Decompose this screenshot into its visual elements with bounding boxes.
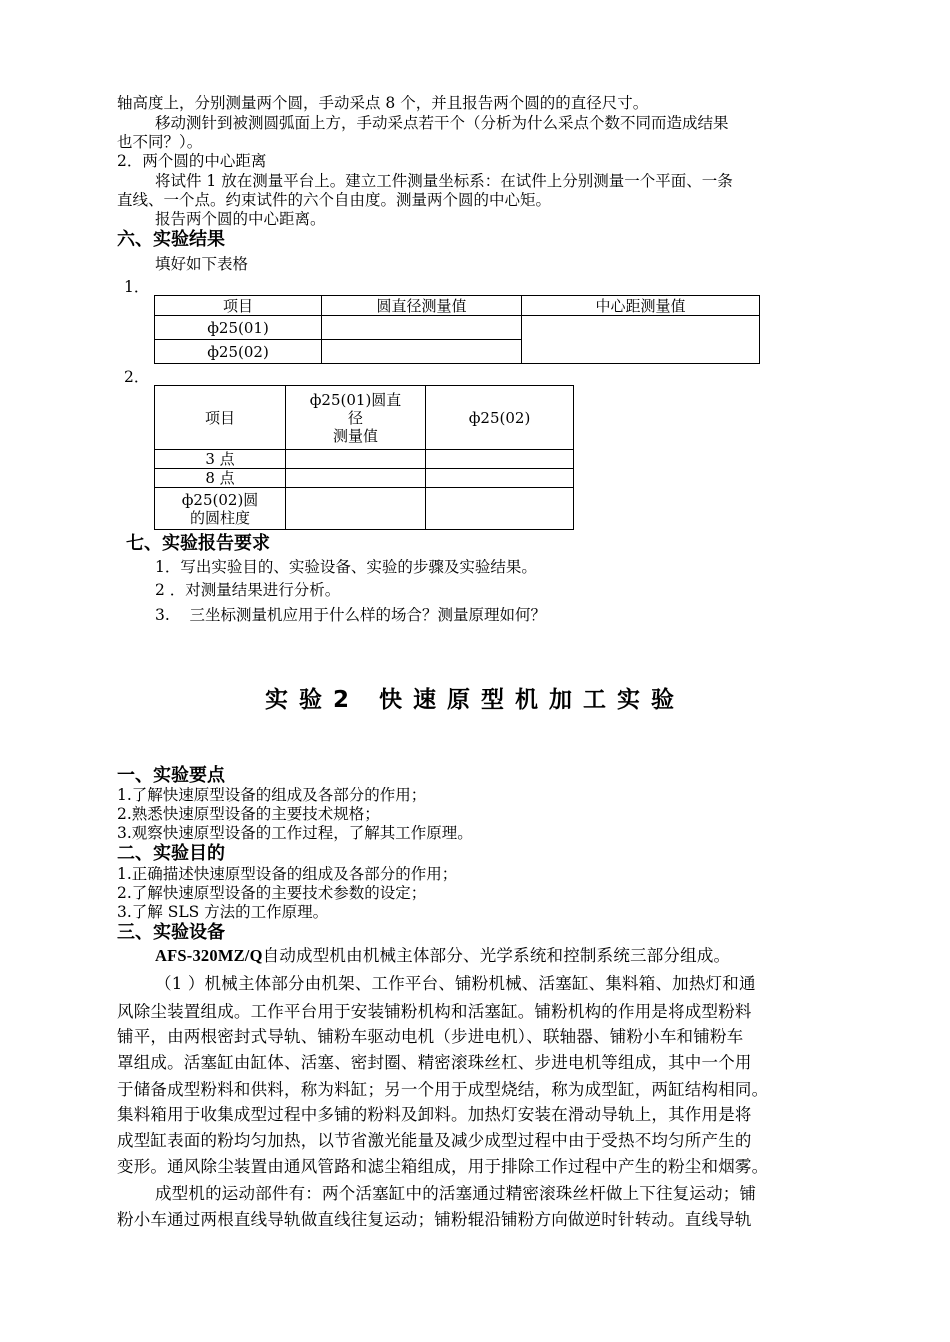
list-item: 1.了解快速原型设备的组成及各部分的作用； [117,786,427,804]
table-cell[interactable] [322,316,522,340]
list-item: 1．写出实验目的、实验设备、实验的步骤及实验结果。 [155,558,537,576]
results-table-1 [154,295,760,364]
page-title: 实验2 快速原型机加工实验 [264,687,685,713]
list-item: 3.观察快速原型设备的工作过程，了解其工作原理。 [117,824,473,842]
table-cell[interactable] [286,450,426,469]
results-table-2 [154,385,574,530]
section-heading: 二、实验目的 [117,843,225,864]
table-cell[interactable] [522,316,760,364]
header-line: ф25(01)圆直 [309,390,402,409]
cell-line: 的圆柱度 [189,508,250,527]
section-heading: 三、实验设备 [117,922,225,943]
table-header: 项目 [155,386,286,450]
table-cell[interactable] [426,488,574,530]
table-label: 1． [124,278,150,296]
table-cell[interactable] [426,450,574,469]
text-line: 报告两个圆的中心距离。 [155,210,326,228]
text-line: 罩组成。活塞缸由缸体、活塞、密封圈、精密滚珠丝杠、步进电机等组成，其中一个用 [117,1053,752,1072]
table-cell[interactable] [286,488,426,530]
text-line: 也不同？）。 [117,133,203,151]
table-label: 2． [124,368,150,386]
table-cell: 3 点 [155,450,286,469]
table-cell[interactable] [286,469,426,488]
text-line: 移动测针到被测圆弧面上方，手动采点若干个（分析为什么采点个数不同而造成结果 [155,114,729,132]
table-header: 中心距测量值 [522,296,760,316]
list-item: 1.正确描述快速原型设备的组成及各部分的作用； [117,865,458,883]
table-header [286,386,426,450]
subheading: 2．两个圆的中心距离 [117,152,267,170]
table-header: 项目 [155,296,322,316]
model-name: AFS-320MZ/Q [155,946,263,965]
table-header: ф25(02) [426,386,574,450]
text-line: 铺平，由两根密封式导轨、铺粉车驱动电机（步进电机）、联轴器、铺粉小车和铺粉车 [117,1027,744,1046]
text-line: 集料箱用于收集成型过程中多铺的粉料及卸料。加热灯安装在滑动导轨上，其作用是将 [117,1105,752,1124]
text-line: 将试件 1 放在测量平台上。建立工件测量坐标系：在试件上分别测量一个平面、一条 [155,172,733,190]
list-item: 3.了解 SLS 方法的工作原理。 [117,903,329,921]
text-line: 直线、一个点。约束试件的六个自由度。测量两个圆的中心矩。 [117,191,552,209]
header-line: 测量值 [332,426,378,445]
table-cell[interactable] [426,469,574,488]
text-line: 填好如下表格 [155,255,249,273]
text-line: 粉小车通过两根直线导轨做直线往复运动；铺粉辊沿铺粉方向做逆时针转动。直线导轨 [117,1210,752,1229]
text-line [155,946,730,966]
list-item: 3. 三坐标测量机应用于什么样的场合？测量原理如何？ [155,606,546,624]
text-line: 成型缸表面的粉均匀加热，以节省激光能量及减少成型过程中由于受热不均匀所产生的 [117,1131,752,1150]
text-line: 变形。通风除尘装置由通风管路和滤尘箱组成，用于排除工作过程中产生的粉尘和烟雾。 [117,1157,769,1176]
text-line: （1 ）机械主体部分由机架、工作平台、铺粉机械、活塞缸、集料箱、加热灯和通 [155,974,756,993]
table-cell [155,488,286,530]
section-heading: 七、实验报告要求 [126,533,270,554]
list-item: 2.熟悉快速原型设备的主要技术规格； [117,805,380,823]
cell-line: ф25(02)圆 [181,490,259,509]
table-cell: ф25(02) [155,340,322,364]
header-line: 径 [347,408,363,427]
table-header: 圆直径测量值 [322,296,522,316]
text-line: 成型机的运动部件有：两个活塞缸中的活塞通过精密滚珠丝杆做上下往复运动；铺 [155,1184,757,1203]
text-line: 于储备成型粉料和供料，称为料缸；另一个用于成型烧结，称为成型缸，两缸结构相同。 [117,1080,769,1099]
text-line: 风除尘装置组成。工作平台用于安装铺粉机构和活塞缸。铺粉机构的作用是将成型粉料 [117,1002,752,1021]
table-cell: 8 点 [155,469,286,488]
text-line: 轴高度上，分别测量两个圆，手动采点 8 个，并且报告两个圆的的直径尺寸。 [117,94,649,112]
table-cell[interactable] [322,340,522,364]
text-span: 自动成型机由机械主体部分、光学系统和控制系统三部分组成。 [262,946,731,965]
list-item: 2.了解快速原型设备的主要技术参数的设定； [117,884,427,902]
section-heading: 一、实验要点 [117,765,225,786]
section-heading: 六、实验结果 [117,229,225,250]
table-cell: ф25(01) [155,316,322,340]
list-item: 2 ．对测量结果进行分析。 [155,581,341,599]
